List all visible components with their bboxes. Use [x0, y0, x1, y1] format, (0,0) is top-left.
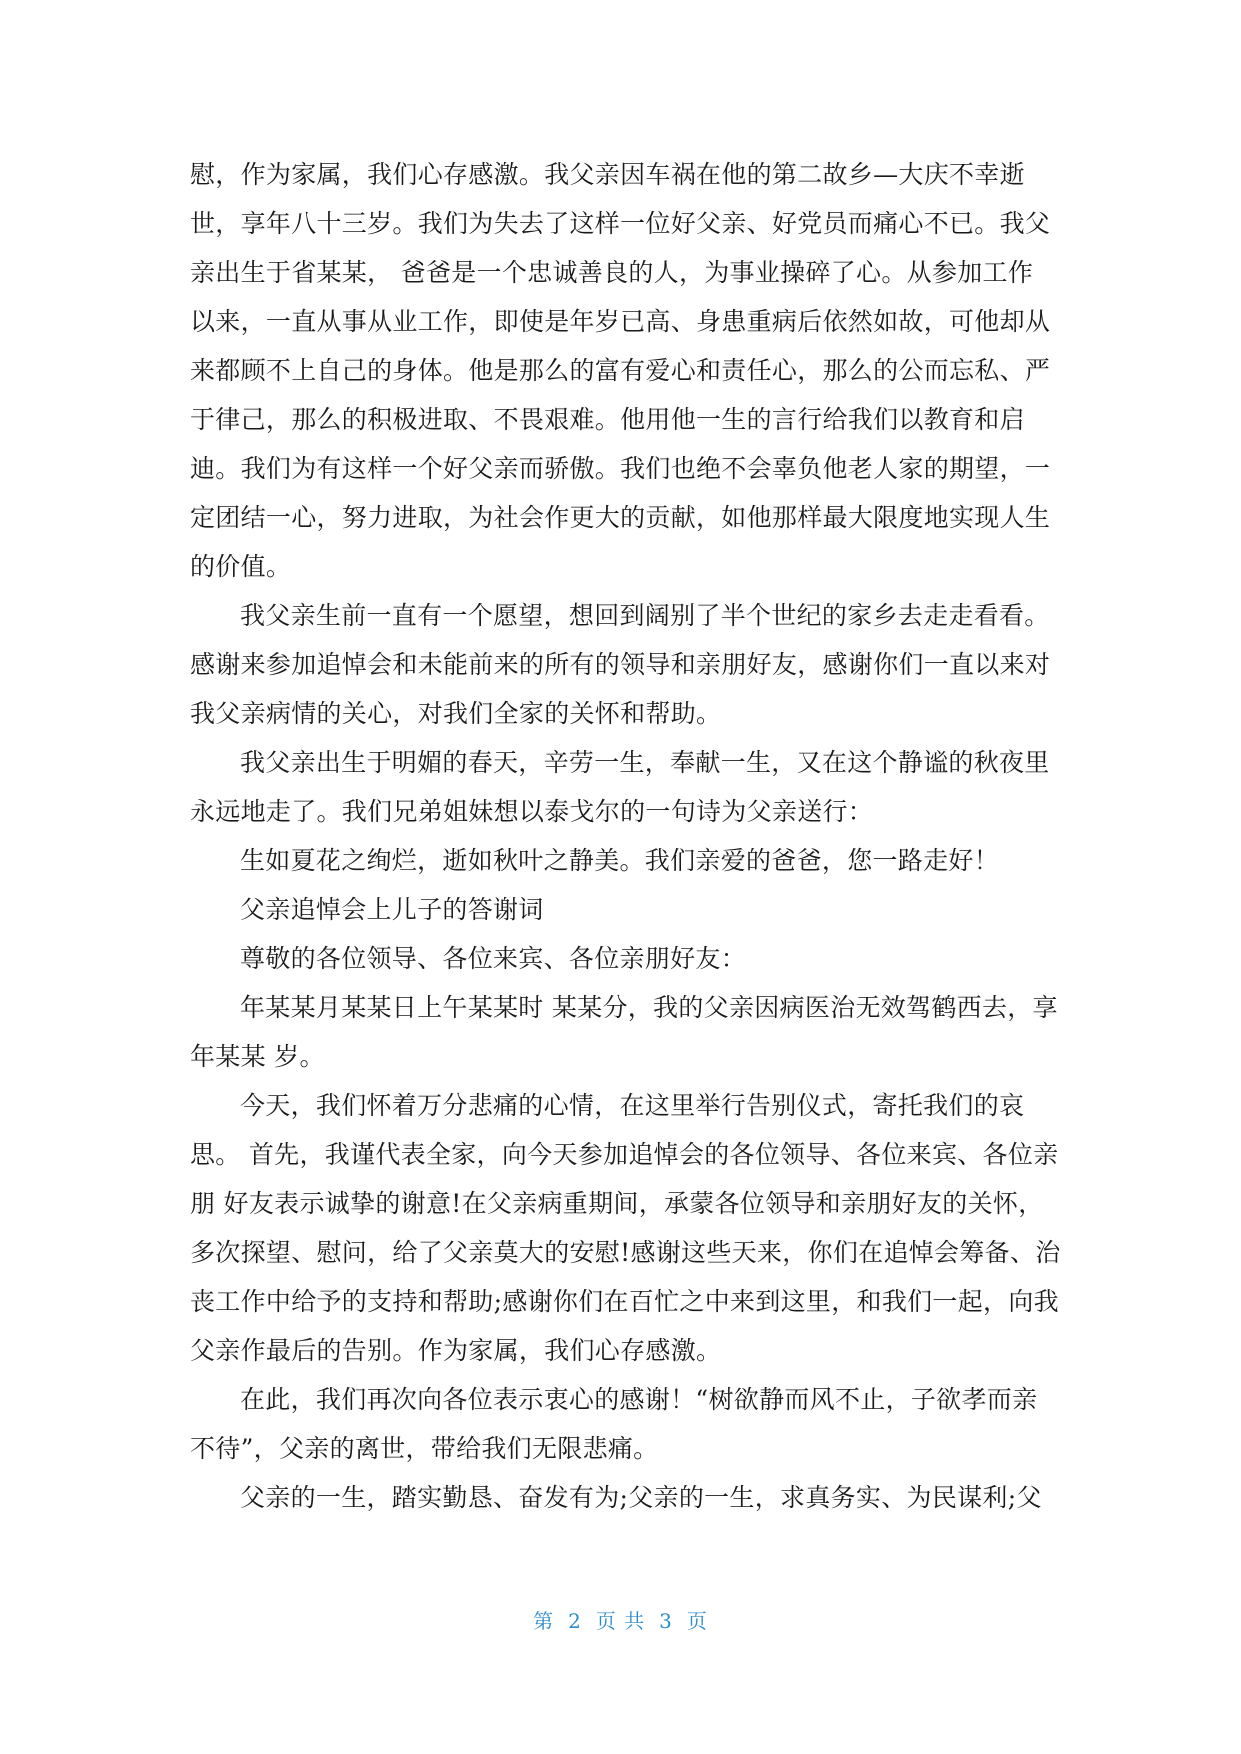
text-line: 来都顾不上自己的身体。他是那么的富有爱心和责任心，那么的公而忘私、严: [190, 356, 1051, 385]
paragraph-start: 年某某月某某日上午某某时 某某分，我的父亲因病医治无效驾鹤西去，享: [240, 993, 1058, 1022]
text-line: 父亲作最后的告别。作为家属，我们心存感激。: [190, 1336, 722, 1365]
paragraph-start: 我父亲出生于明媚的春天，辛劳一生，奉献一生，又在这个静谧的秋夜里: [240, 748, 1050, 777]
text-line: 感谢来参加追悼会和未能前来的所有的领导和亲朋好友，感谢你们一直以来对: [190, 650, 1051, 679]
text-line: 思。 首先，我谨代表全家，向今天参加追悼会的各位领导、各位来宾、各位亲: [190, 1140, 1059, 1169]
text-line: 不待”，父亲的离世，带给我们无限悲痛。: [190, 1434, 659, 1463]
salutation: 尊敬的各位领导、各位来宾、各位亲朋好友：: [240, 944, 747, 973]
paragraph-start: 我父亲生前一直有一个愿望，想回到阔别了半个世纪的家乡去走走看看。: [240, 601, 1050, 630]
page-footer: [0, 1605, 1241, 1634]
text-line: 我父亲病情的关心，对我们全家的关怀和帮助。: [190, 699, 722, 728]
paragraph-start: 生如夏花之绚烂，逝如秋叶之静美。我们亲爱的爸爸，您一路走好！: [240, 846, 1000, 875]
section-title: 父亲追悼会上儿子的答谢词: [240, 895, 544, 924]
text-line: 以来，一直从事从业工作，即使是年岁已高、身患重病后依然如故，可他却从: [190, 307, 1051, 336]
text-line: 慰，作为家属，我们心存感激。我父亲因车祸在他的第二故乡—大庆不幸逝: [190, 160, 1025, 189]
text-line: 多次探望、慰问，给了父亲莫大的安慰!感谢这些天来，你们在追悼会筹备、治: [190, 1238, 1061, 1267]
footer-middle: 页 共: [595, 1609, 646, 1633]
text-line: 永远地走了。我们兄弟姐妹想以泰戈尔的一句诗为父亲送行：: [190, 797, 874, 826]
footer-prefix: 第: [533, 1609, 555, 1633]
footer-suffix: 页: [686, 1609, 708, 1633]
paragraph-start: 父亲的一生，踏实勤恳、奋发有为;父亲的一生，求真务实、为民谋利;父: [240, 1483, 1042, 1512]
text-line: 世，享年八十三岁。我们为失去了这样一位好父亲、好党员而痛心不已。我父: [190, 209, 1051, 238]
text-line: 于律己，那么的积极进取、不畏艰难。他用他一生的言行给我们以教育和启: [190, 405, 1025, 434]
text-line: 的价值。: [190, 552, 292, 581]
current-page-number: 2: [568, 1609, 582, 1633]
paragraph-start: 在此，我们再次向各位表示衷心的感谢！“树欲静而风不止，子欲孝而亲: [240, 1385, 1038, 1414]
total-pages-number: 3: [659, 1609, 673, 1633]
text-line: 年某某 岁。: [190, 1042, 325, 1071]
text-line: 迪。我们为有这样一个好父亲而骄傲。我们也绝不会辜负他老人家的期望，一: [190, 454, 1051, 483]
paragraph-start: 今天，我们怀着万分悲痛的心情，在这里举行告别仪式，寄托我们的哀: [240, 1091, 1025, 1120]
text-line: 亲出生于省某某， 爸爸是一个忠诚善良的人，为事业操碎了心。从参加工作: [190, 258, 1034, 287]
text-line: 定团结一心，努力进取，为社会作更大的贡献，如他那样最大限度地实现人生: [190, 503, 1051, 532]
text-line: 朋 好友表示诚挚的谢意!在父亲病重期间，承蒙各位领导和亲朋好友的关怀，: [190, 1189, 1044, 1218]
text-line: 丧工作中给予的支持和帮助;感谢你们在百忙之中来到这里，和我们一起，向我: [190, 1287, 1059, 1316]
